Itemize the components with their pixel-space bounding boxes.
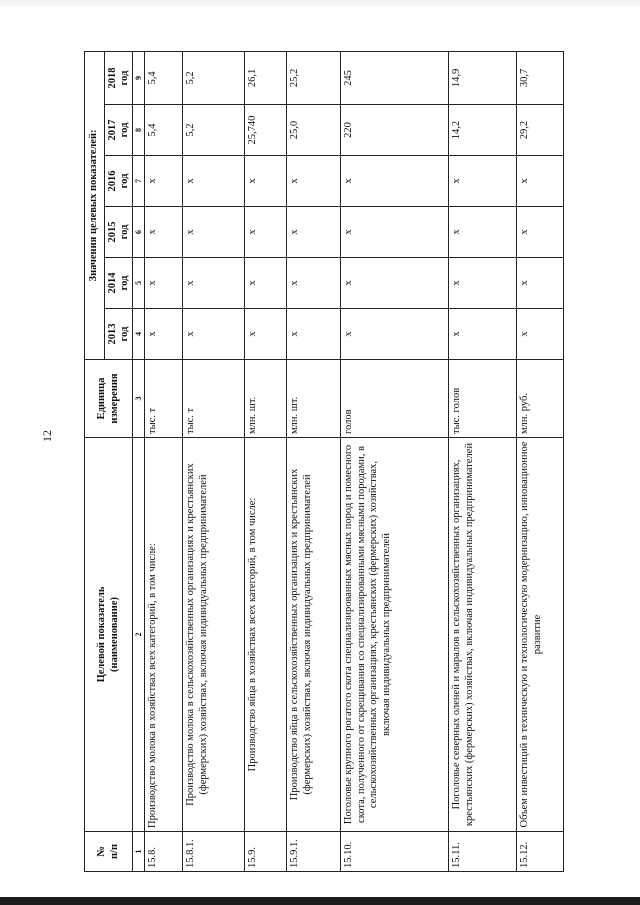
row-number: 15.11. (449, 832, 517, 872)
value-2017: 25,740 (245, 105, 287, 156)
row-number: 15.8.1. (183, 832, 245, 872)
column-number: 8 (133, 105, 145, 156)
value-2014: х (517, 258, 564, 309)
header-unit: Единица измерения (85, 360, 133, 438)
header-year-2015: 2015 год (105, 207, 133, 258)
value-2016: х (183, 156, 245, 207)
table-row (341, 51, 449, 871)
row-number: 15.9.1. (287, 832, 341, 872)
unit: млн. шт. (287, 360, 341, 438)
value-2013: х (287, 309, 341, 360)
header-year-2017: 2017 год (105, 105, 133, 156)
value-2018: 25,2 (287, 51, 341, 104)
page-number: 12 (40, 430, 54, 442)
indicator-name: Поголовье крупного рогатого скота специализированных мясных пород и помесного скота, полученного от скрещивания со специализированными мясными породами, в сельскохозяйственных организациях, крестьянских (фермерских) хозяйствах, включая индивидуальных предпринимателей (341, 438, 449, 832)
value-2017: 5,2 (183, 105, 245, 156)
value-2016: х (517, 156, 564, 207)
value-2014: х (183, 258, 245, 309)
unit: млн. руб. (517, 360, 564, 438)
value-2018: 30,7 (517, 51, 564, 104)
value-2014: х (341, 258, 449, 309)
column-number: 9 (133, 51, 145, 104)
value-2014: х (145, 258, 183, 309)
value-2018: 14,9 (449, 51, 517, 104)
value-2014: х (449, 258, 517, 309)
value-2015: х (517, 207, 564, 258)
row-number: 15.10. (341, 832, 449, 872)
row-number: 15.12. (517, 832, 564, 872)
scan-edge-top (0, 0, 640, 6)
value-2013: х (145, 309, 183, 360)
row-number: 15.9. (245, 832, 287, 872)
indicator-name: Объем инвестиций в техническую и технологическую модернизацию, инновационное развитие (517, 438, 564, 832)
value-2017: 5,4 (145, 105, 183, 156)
column-number: 5 (133, 258, 145, 309)
value-2017: 29,2 (517, 105, 564, 156)
target-indicators-table (84, 51, 564, 872)
column-number: 4 (133, 309, 145, 360)
value-2018: 26,1 (245, 51, 287, 104)
header-year-2018: 2018 год (105, 51, 133, 104)
value-2016: х (245, 156, 287, 207)
column-number: 6 (133, 207, 145, 258)
header-year-2013: 2013 год (105, 309, 133, 360)
indicator-name: Производство яйца в хозяйствах всех категорий, в том числе: (245, 438, 287, 832)
indicator-name: Производство молока в сельскохозяйственных организациях и крестьянских (фермерских) хозяйствах, включая индивидуальных предпринимателей (183, 438, 245, 832)
value-2017: 220 (341, 105, 449, 156)
table-row (449, 51, 517, 871)
value-2016: х (449, 156, 517, 207)
value-2015: х (341, 207, 449, 258)
value-2015: х (287, 207, 341, 258)
header-indicator: Целевой показатель (наименование) (85, 438, 133, 832)
column-number: 2 (133, 438, 145, 832)
rotated-table-wrapper (84, 52, 564, 872)
indicator-name: Поголовье северных оленей и маралов в сельскохозяйственных организациях, крестьянских (фермерских) хозяйствах, включая индивидуальных предпринимателей (449, 438, 517, 832)
value-2015: х (245, 207, 287, 258)
value-2016: х (145, 156, 183, 207)
indicator-name: Производство молока в хозяйствах всех категорий, в том числе: (145, 438, 183, 832)
value-2014: х (287, 258, 341, 309)
value-2018: 245 (341, 51, 449, 104)
table-row (145, 51, 183, 871)
value-2014: х (245, 258, 287, 309)
row-number: 15.8. (145, 832, 183, 872)
value-2018: 5,4 (145, 51, 183, 104)
value-2013: х (341, 309, 449, 360)
value-2017: 14,2 (449, 105, 517, 156)
value-2013: х (449, 309, 517, 360)
value-2015: х (183, 207, 245, 258)
value-2013: х (245, 309, 287, 360)
indicator-name: Производство яйца в сельскохозяйственных организациях и крестьянских (фермерских) хозяйствах, включая индивидуальных предпринимателей (287, 438, 341, 832)
value-2013: х (517, 309, 564, 360)
value-2018: 5,2 (183, 51, 245, 104)
unit: тыс. т (145, 360, 183, 438)
column-number: 7 (133, 156, 145, 207)
value-2016: х (287, 156, 341, 207)
column-number-row (133, 51, 145, 871)
unit: голов (341, 360, 449, 438)
header-row-1 (85, 51, 105, 871)
unit: млн. шт. (245, 360, 287, 438)
column-number: 1 (133, 832, 145, 872)
table-row (245, 51, 287, 871)
table-row (517, 51, 564, 871)
unit: тыс. т (183, 360, 245, 438)
table-row (287, 51, 341, 871)
scan-edge-bottom (0, 897, 640, 905)
value-2015: х (449, 207, 517, 258)
column-number: 3 (133, 360, 145, 438)
value-2015: х (145, 207, 183, 258)
header-year-2016: 2016 год (105, 156, 133, 207)
header-year-2014: 2014 год (105, 258, 133, 309)
header-values-group: Значения целевых показателей: (85, 51, 105, 359)
value-2017: 25,0 (287, 105, 341, 156)
header-num: № п/п (85, 832, 133, 872)
value-2016: х (341, 156, 449, 207)
table-row (183, 51, 245, 871)
value-2013: х (183, 309, 245, 360)
unit: тыс. голов (449, 360, 517, 438)
